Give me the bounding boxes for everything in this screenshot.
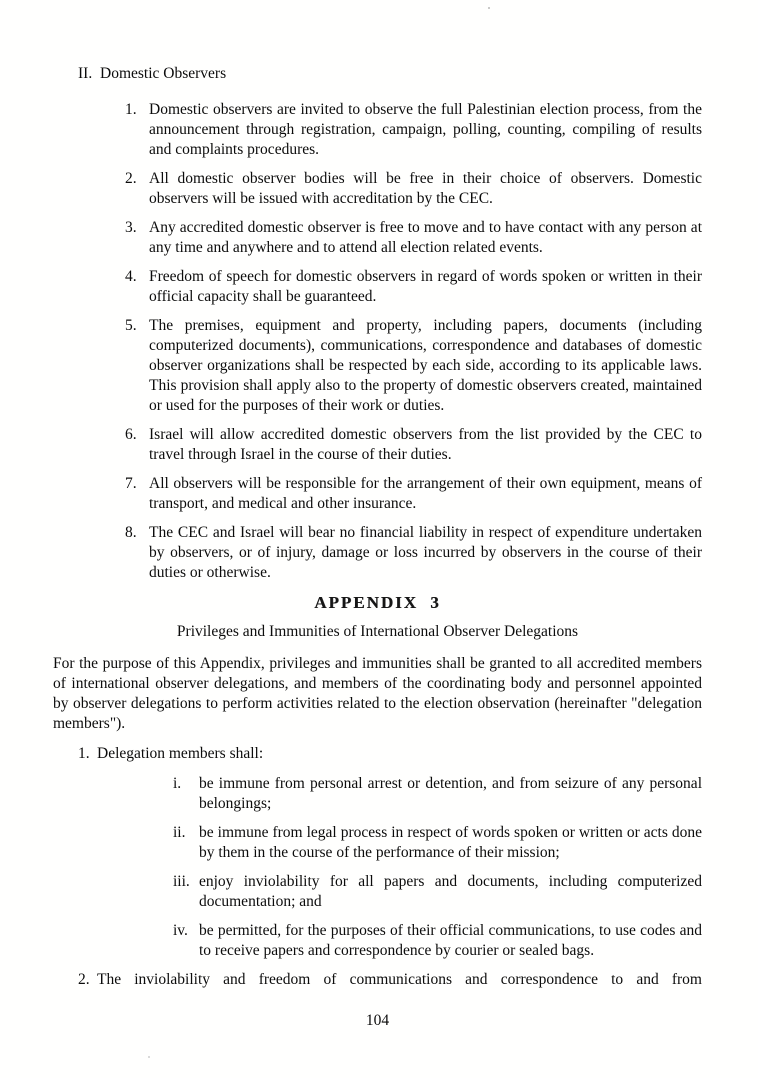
item-text: Domestic observers are invited to observe the full Palestinian election process, from the announcement through registration, campaign, polling, counting, compiling of results and complaints procedures.	[149, 101, 702, 158]
item-number: 1.	[125, 101, 137, 118]
subitem-text: be immune from legal process in respect of words spoken or written or acts done by them in the course of the performance of their mission;	[199, 824, 702, 861]
subitem-number: iv.	[173, 922, 188, 939]
list-item	[125, 169, 702, 209]
item-number: 1.	[78, 745, 90, 762]
subitem-text: enjoy inviolability for all papers and documents, including computerized documentation; and	[199, 873, 702, 910]
appendix-subheading: Privileges and Immunities of International Observer Delegations	[176, 623, 579, 640]
subitem-number: iii.	[173, 873, 190, 890]
section-number: II.	[78, 65, 93, 82]
item-text: The premises, equipment and property, including papers, documents (including computerized documents), communications, correspondence and databases of domestic observer organizations shall be respected by each side, according to its applicable laws. This provision shall apply also to the property of domestic observers created, maintained or used for the purposes of their work or duties.	[149, 317, 702, 414]
subitem-number: ii.	[173, 824, 186, 841]
delegation-members-list	[78, 744, 702, 990]
item-text: The inviolability and freedom of communications and correspondence to and from	[97, 971, 702, 988]
list-item	[125, 267, 702, 307]
list-item	[125, 316, 702, 416]
item-text: Freedom of speech for domestic observers in regard of words spoken or written in their official capacity shall be guaranteed.	[149, 268, 702, 305]
item-number: 7.	[125, 475, 137, 492]
item-number: 4.	[125, 268, 137, 285]
section-heading	[78, 64, 702, 84]
sublist-item	[173, 774, 702, 814]
scan-speck	[488, 7, 490, 9]
item-number: 2.	[78, 971, 90, 988]
appendix-heading: APPENDIX 3	[314, 593, 441, 612]
item-number: 6.	[125, 426, 137, 443]
subitem-text: be immune from personal arrest or detention, and from seizure of any personal belongings;	[199, 775, 702, 812]
item-number: 3.	[125, 219, 137, 236]
section-title: Domestic Observers	[100, 65, 227, 82]
scan-speck	[148, 1056, 150, 1058]
item-text: Israel will allow accredited domestic observers from the list provided by the CEC to travel through Israel in the course of their duties.	[149, 426, 702, 463]
item-number: 5.	[125, 317, 137, 334]
subitem-text: be permitted, for the purposes of their official communications, to use codes and to receive papers and correspondence by courier or sealed bags.	[199, 922, 702, 959]
list-item	[125, 474, 702, 514]
list-item	[125, 523, 702, 583]
list-item	[125, 100, 702, 160]
subitem-number: i.	[173, 775, 182, 792]
domestic-observers-list	[125, 100, 702, 583]
list-item	[78, 970, 702, 990]
item-text: All domestic observer bodies will be free in their choice of observers. Domestic observers will be issued with accreditation by the CEC.	[149, 170, 702, 207]
list-item	[125, 218, 702, 258]
item-text: Delegation members shall:	[97, 745, 264, 762]
list-item	[125, 425, 702, 465]
sublist-item	[173, 872, 702, 912]
item-text: Any accredited domestic observer is free to move and to have contact with any person at any time and anywhere and to attend all election related events.	[149, 219, 702, 256]
sublist-item	[173, 823, 702, 863]
item-number: 2.	[125, 170, 137, 187]
appendix-intro: For the purpose of this Appendix, privileges and immunities shall be granted to all accredited members of international observer delegations, and members of the coordinating body and personnel appointed by observer delegations to perform activities related to the election observation (hereinafter "delegation members").	[53, 655, 702, 732]
delegation-members-sublist	[173, 774, 702, 961]
list-item	[78, 744, 702, 764]
item-number: 8.	[125, 524, 137, 541]
item-text: The CEC and Israel will bear no financial liability in respect of expenditure undertaken by observers, or of injury, damage or loss incurred by observers in the course of their duties or otherwise.	[149, 524, 702, 581]
sublist-item	[173, 921, 702, 961]
page-number: 104	[365, 1012, 390, 1029]
item-text: All observers will be responsible for the arrangement of their own equipment, means of transport, and medical and other insurance.	[149, 475, 702, 512]
